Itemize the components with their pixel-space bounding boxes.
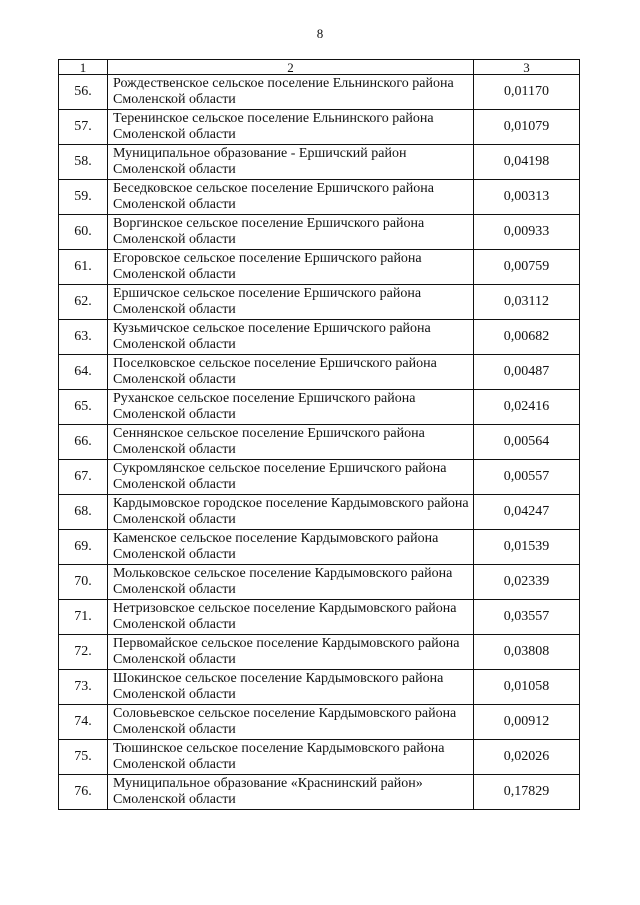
row-number: 66. [59, 425, 108, 460]
page-number: 8 [316, 26, 324, 41]
table-row [59, 355, 580, 390]
row-number: 69. [59, 530, 108, 565]
row-municipality-name: Первомайское сельское поселение Кардымовского района Смоленской области [108, 635, 474, 670]
header-cell-name: 2 [108, 60, 474, 75]
table-row [59, 670, 580, 705]
row-coefficient: 0,04198 [474, 145, 580, 180]
row-municipality-name: Соловьевское сельское поселение Кардымовского района Смоленской области [108, 705, 474, 740]
table-row [59, 390, 580, 425]
row-municipality-name: Руханское сельское поселение Ершичского района Смоленской области [108, 390, 474, 425]
row-municipality-name: Муниципальное образование - Ершичский район Смоленской области [108, 145, 474, 180]
row-coefficient: 0,00759 [474, 250, 580, 285]
row-municipality-name: Воргинское сельское поселение Ершичского района Смоленской области [108, 215, 474, 250]
row-municipality-name: Каменское сельское поселение Кардымовского района Смоленской области [108, 530, 474, 565]
row-number: 76. [59, 775, 108, 810]
row-coefficient: 0,00487 [474, 355, 580, 390]
table-row [59, 740, 580, 775]
row-number: 57. [59, 110, 108, 145]
table-row [59, 180, 580, 215]
table-row [59, 565, 580, 600]
row-coefficient: 0,01058 [474, 670, 580, 705]
row-number: 74. [59, 705, 108, 740]
table-row [59, 250, 580, 285]
row-coefficient: 0,00557 [474, 460, 580, 495]
row-municipality-name: Тюшинское сельское поселение Кардымовского района Смоленской области [108, 740, 474, 775]
row-coefficient: 0,03557 [474, 600, 580, 635]
table-row [59, 705, 580, 740]
row-number: 70. [59, 565, 108, 600]
row-municipality-name: Нетризовское сельское поселение Кардымовского района Смоленской области [108, 600, 474, 635]
row-number: 62. [59, 285, 108, 320]
row-number: 64. [59, 355, 108, 390]
row-municipality-name: Мольковское сельское поселение Кардымовского района Смоленской области [108, 565, 474, 600]
row-coefficient: 0,01079 [474, 110, 580, 145]
row-coefficient: 0,00912 [474, 705, 580, 740]
table-row [59, 320, 580, 355]
table-row [59, 775, 580, 810]
table-row [59, 530, 580, 565]
row-coefficient: 0,17829 [474, 775, 580, 810]
table-row [59, 215, 580, 250]
row-coefficient: 0,01170 [474, 75, 580, 110]
row-number: 56. [59, 75, 108, 110]
table-row [59, 285, 580, 320]
row-municipality-name: Теренинское сельское поселение Ельнинского района Смоленской области [108, 110, 474, 145]
table-row [59, 145, 580, 180]
row-municipality-name: Ершичское сельское поселение Ершичского района Смоленской области [108, 285, 474, 320]
allocation-table [58, 59, 580, 810]
row-municipality-name: Сукромлянское сельское поселение Ершичского района Смоленской области [108, 460, 474, 495]
table-header-row [59, 60, 580, 75]
row-number: 59. [59, 180, 108, 215]
row-number: 72. [59, 635, 108, 670]
row-municipality-name: Сеннянское сельское поселение Ершичского района Смоленской области [108, 425, 474, 460]
row-number: 61. [59, 250, 108, 285]
row-number: 63. [59, 320, 108, 355]
table-row [59, 600, 580, 635]
row-coefficient: 0,00564 [474, 425, 580, 460]
row-coefficient: 0,02026 [474, 740, 580, 775]
row-coefficient: 0,03112 [474, 285, 580, 320]
row-coefficient: 0,02416 [474, 390, 580, 425]
row-number: 68. [59, 495, 108, 530]
table-row [59, 635, 580, 670]
row-coefficient: 0,04247 [474, 495, 580, 530]
header-cell-value: 3 [474, 60, 580, 75]
row-municipality-name: Рождественское сельское поселение Ельнинского района Смоленской области [108, 75, 474, 110]
row-number: 60. [59, 215, 108, 250]
table-row [59, 460, 580, 495]
row-coefficient: 0,03808 [474, 635, 580, 670]
table-row [59, 495, 580, 530]
row-number: 65. [59, 390, 108, 425]
row-number: 58. [59, 145, 108, 180]
row-municipality-name: Кузьмичское сельское поселение Ершичского района Смоленской области [108, 320, 474, 355]
table-row [59, 110, 580, 145]
row-coefficient: 0,00933 [474, 215, 580, 250]
row-number: 75. [59, 740, 108, 775]
row-number: 71. [59, 600, 108, 635]
table-row [59, 75, 580, 110]
row-number: 73. [59, 670, 108, 705]
row-coefficient: 0,00682 [474, 320, 580, 355]
row-coefficient: 0,01539 [474, 530, 580, 565]
row-municipality-name: Муниципальное образование «Краснинский район» Смоленской области [108, 775, 474, 810]
header-cell-number: 1 [59, 60, 108, 75]
row-coefficient: 0,02339 [474, 565, 580, 600]
row-municipality-name: Поселковское сельское поселение Ершичского района Смоленской области [108, 355, 474, 390]
table-body [59, 60, 580, 810]
row-number: 67. [59, 460, 108, 495]
row-municipality-name: Шокинское сельское поселение Кардымовского района Смоленской области [108, 670, 474, 705]
row-municipality-name: Егоровское сельское поселение Ершичского района Смоленской области [108, 250, 474, 285]
row-municipality-name: Беседковское сельское поселение Ершичского района Смоленской области [108, 180, 474, 215]
row-municipality-name: Кардымовское городское поселение Кардымовского района Смоленской области [108, 495, 474, 530]
row-coefficient: 0,00313 [474, 180, 580, 215]
table-row [59, 425, 580, 460]
